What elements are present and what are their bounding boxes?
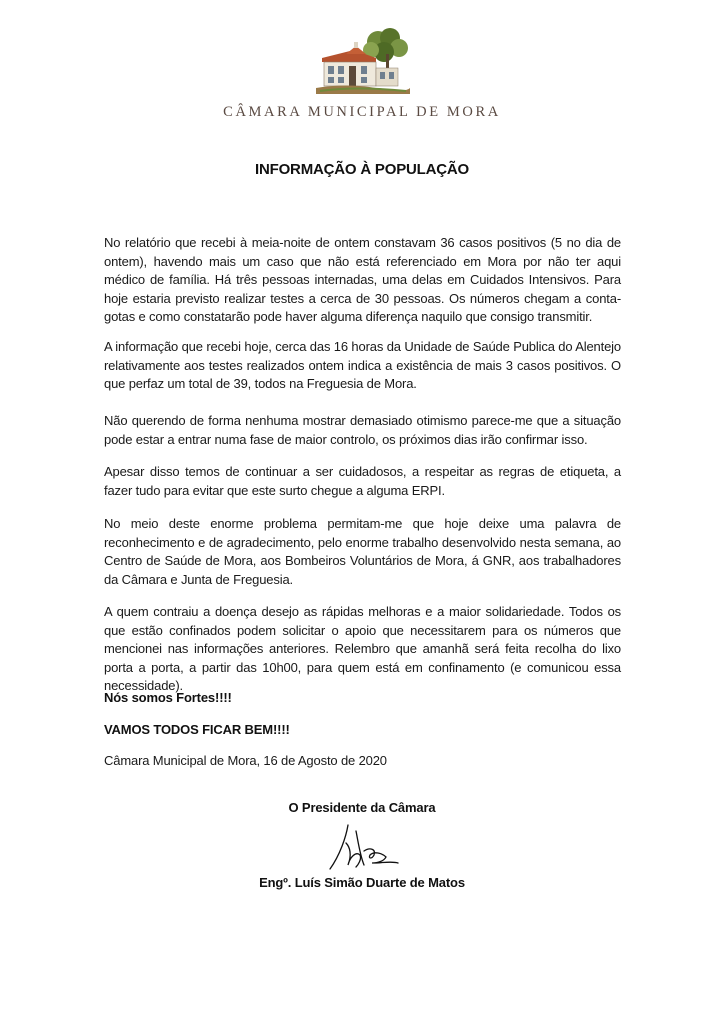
paragraph-5: No meio deste enorme problema permitam-me que hoje deixe uma palavra de reconhecimento e de agradecimento, pelo enorme trabalho desenvolvido nesta semana, ao Centro de Saúde de Mora, aos Bombeiros Voluntários de Mora, á GNR, aos trabalhadores da Câmara e Junta de Freguesia. — [104, 516, 621, 587]
organization-name: CÂMARA MUNICIPAL DE MORA — [223, 104, 501, 120]
paragraph-1: No relatório que recebi à meia-noite de ontem constavam 36 casos positivos (5 no dia de ontem), havendo mais um caso que não está referenciado em Mora por não ter aqui médico de família. Há três pessoas internadas, uma delas em Cuidados Intensivos. Para hoje estaria previsto realizar testes a cerca de 30 pessoas. Os números chegam a conta-gotas e como constatarão pode haver alguma diferença naquilo que consigo transmitir. — [104, 235, 621, 325]
signatory-role: O Presidente da Câmara — [288, 800, 436, 815]
town-hall-building-icon — [316, 28, 410, 98]
paragraph-6: A quem contraiu a doença desejo as rápidas melhoras e a maior solidariedade. Todos os que estão confinados podem solicitar o apoio que necessitarem para os números que mencionei nas informações anteriores. Relembro que amanhã será feita recolha do lixo porta a porta, a partir das 10h00, para quem está em confinamento (e comunicou essa necessidade). — [104, 604, 621, 694]
paragraph-3: Não querendo de forma nenhuma mostrar demasiado otimismo parece-me que a situação pode estar a entrar numa fase de maior controlo, os próximos dias irão confirmar isso. — [104, 413, 621, 447]
signatory-name: Engº. Luís Simão Duarte de Matos — [259, 875, 465, 890]
closing-strong: Nós somos Fortes!!!! — [104, 690, 232, 705]
paragraph-2: A informação que recebi hoje, cerca das 16 horas da Unidade de Saúde Publica do Alentejo relativamente aos testes realizados ontem indica a existência de mais 3 casos positivos. O que perfaz um total de 39, todos na Freguesia de Mora. — [104, 339, 621, 392]
paragraph-4: Apesar disso temos de continuar a ser cuidadosos, a respeitar as regras de etiqueta, a fazer tudo para evitar que este surto chegue a alguma ERPI. — [104, 464, 621, 498]
closing-motto: VAMOS TODOS FICAR BEM!!!! — [104, 722, 290, 737]
page-title: INFORMAÇÃO À POPULAÇÃO — [255, 161, 469, 178]
handwritten-signature-icon — [326, 821, 402, 873]
place-and-date: Câmara Municipal de Mora, 16 de Agosto de 2020 — [104, 753, 387, 768]
